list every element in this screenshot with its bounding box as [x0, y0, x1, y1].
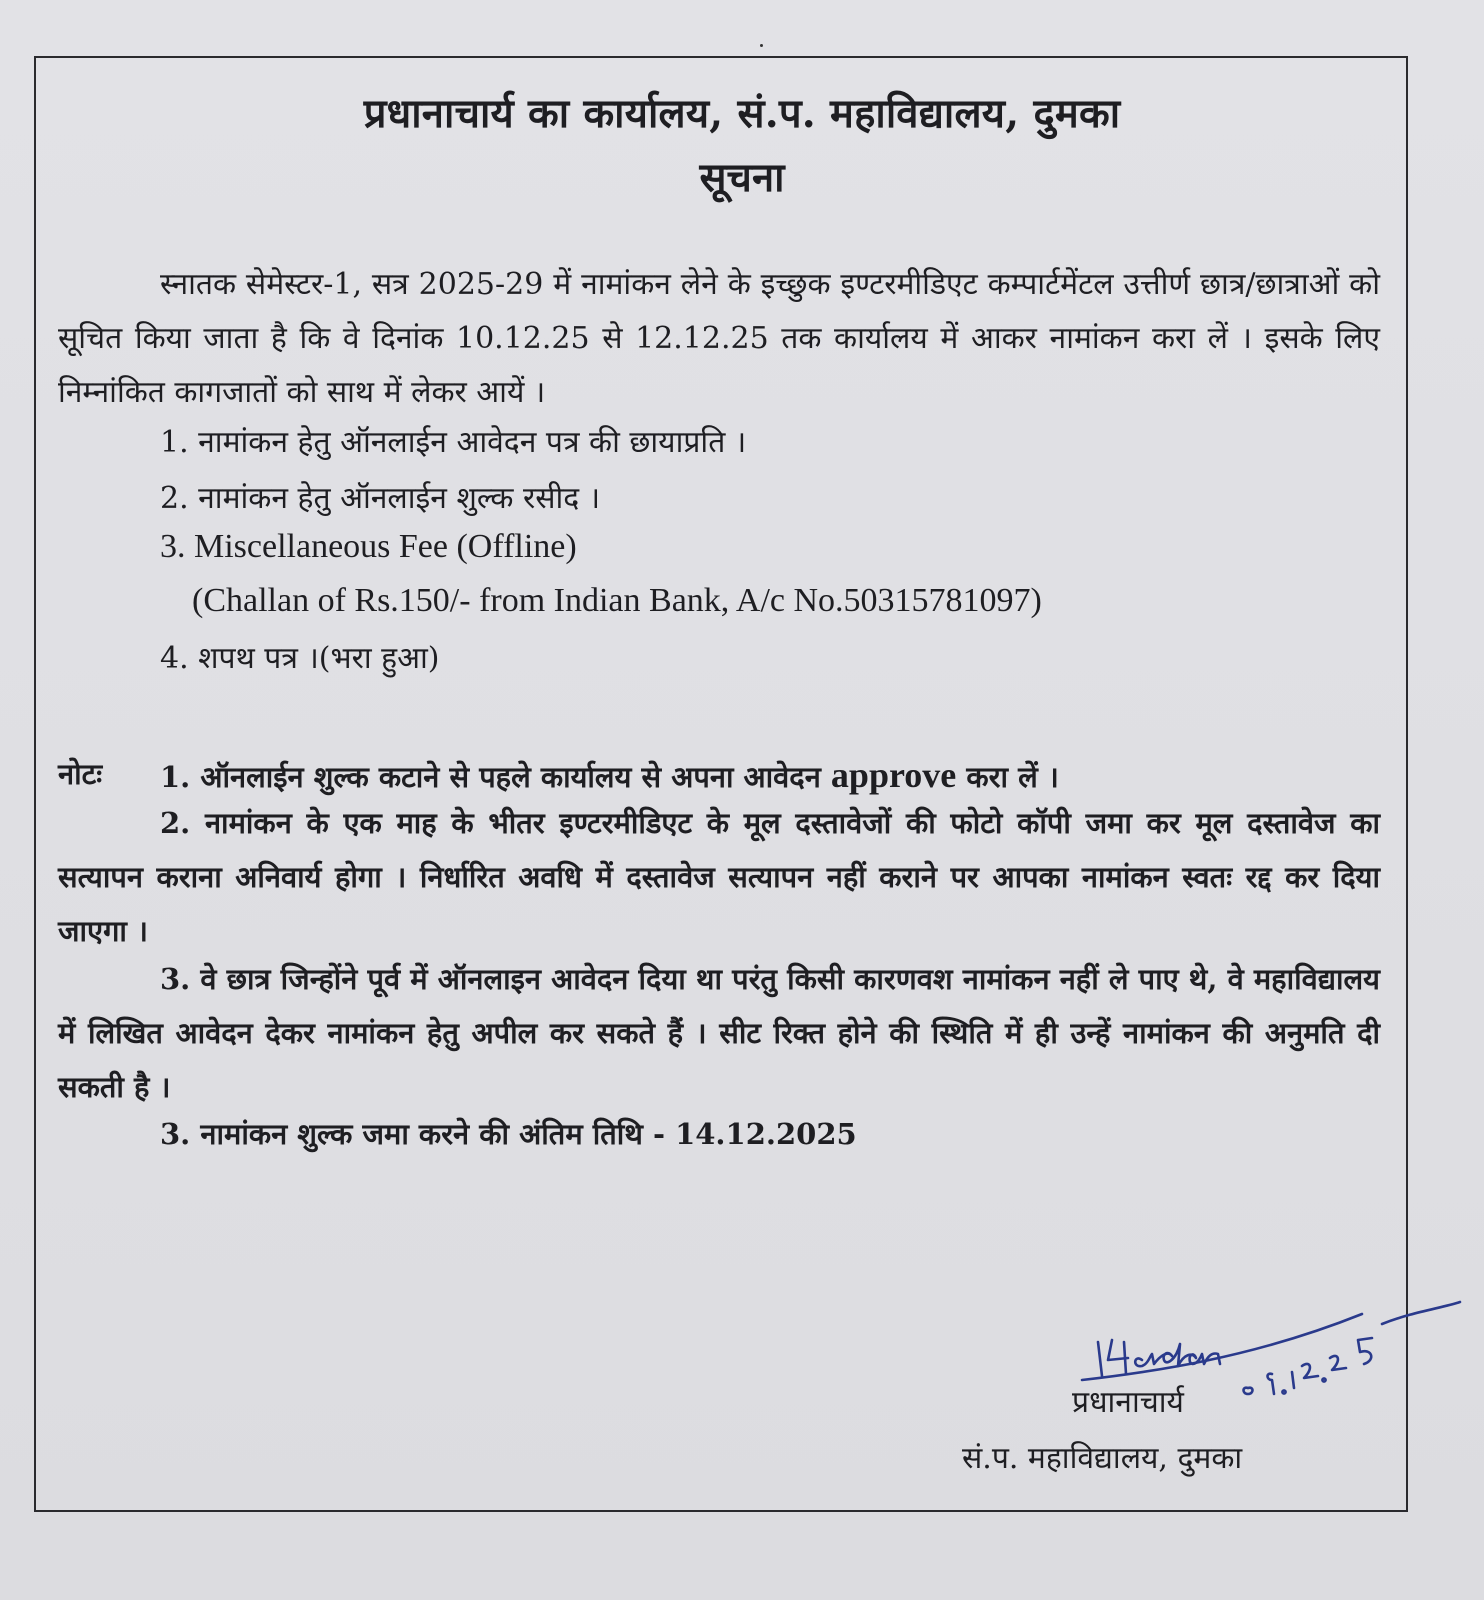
- document-item-3-detail: (Challan of Rs.150/- from Indian Bank, A/c No.50315781097): [192, 582, 1042, 619]
- note-3: 3. वे छात्र जिन्होंने पूर्व में ऑनलाइन आवेदन दिया था परंतु किसी कारणवश नामांकन नहीं ले पाए थे, वे महाविद्यालय में लिखित आवेदन देकर नामांकन हेतु अपील कर सकते हैं । सीट रिक्त होने की स्थिति में ही उन्हें नामांकन की अनुमति दी सकती है ।: [58, 962, 1380, 1104]
- office-title: प्रधानाचार्य का कार्यालय, सं.प. महाविद्यालय, दुमका: [363, 90, 1121, 137]
- note-1-prefix: 1. ऑनलाईन शुल्क कटाने से पहले कार्यालय से अपना आवेदन: [160, 760, 821, 794]
- paper-speck: [760, 44, 763, 47]
- document-item-4: 4. शपथ पत्र ।(भरा हुआ): [160, 641, 440, 676]
- document-item-1: 1. नामांकन हेतु ऑनलाईन आवेदन पत्र की छायाप्रति ।: [160, 425, 747, 460]
- designation: प्रधानाचार्य: [1072, 1385, 1184, 1420]
- note-label: नोटः: [58, 757, 103, 791]
- college-name: सं.प. महाविद्यालय, दुमका: [962, 1441, 1243, 1476]
- note-1-suffix: करा लें ।: [966, 760, 1059, 794]
- note-1: [160, 754, 1059, 796]
- intro-paragraph: स्नातक सेमेस्टर-1, सत्र 2025-29 में नामांकन लेने के इच्छुक इण्टरमीडिएट कम्पार्टमेंटल उत्तीर्ण छात्र/छात्राओं को सूचित किया जाता है कि वे दिनांक 10.12.25 से 12.12.25 तक कार्यालय में आकर नामांकन करा लें । इसके लिए निम्नांकित कागजातों को साथ में लेकर आयें ।: [58, 267, 1380, 410]
- notice-title: सूचना: [699, 154, 785, 201]
- note-2: 2. नामांकन के एक माह के भीतर इण्टरमीडिएट के मूल दस्तावेजों की फोटो कॉपी जमा कर मूल दस्तावेज का सत्यापन कराना अनिवार्य होगा । निर्धारित अवधि में दस्तावेज सत्यापन नहीं कराने पर आपका नामांकन स्वतः रद्द कर दिया जाएगा ।: [58, 806, 1380, 948]
- document-item-3: 3. Miscellaneous Fee (Offline): [160, 528, 577, 565]
- note-4-last-date: 3. नामांकन शुल्क जमा करने की अंतिम तिथि - 14.12.2025: [160, 1117, 857, 1151]
- note-1-approve: approve: [830, 755, 957, 795]
- document-item-2: 2. नामांकन हेतु ऑनलाईन शुल्क रसीद ।: [160, 481, 601, 516]
